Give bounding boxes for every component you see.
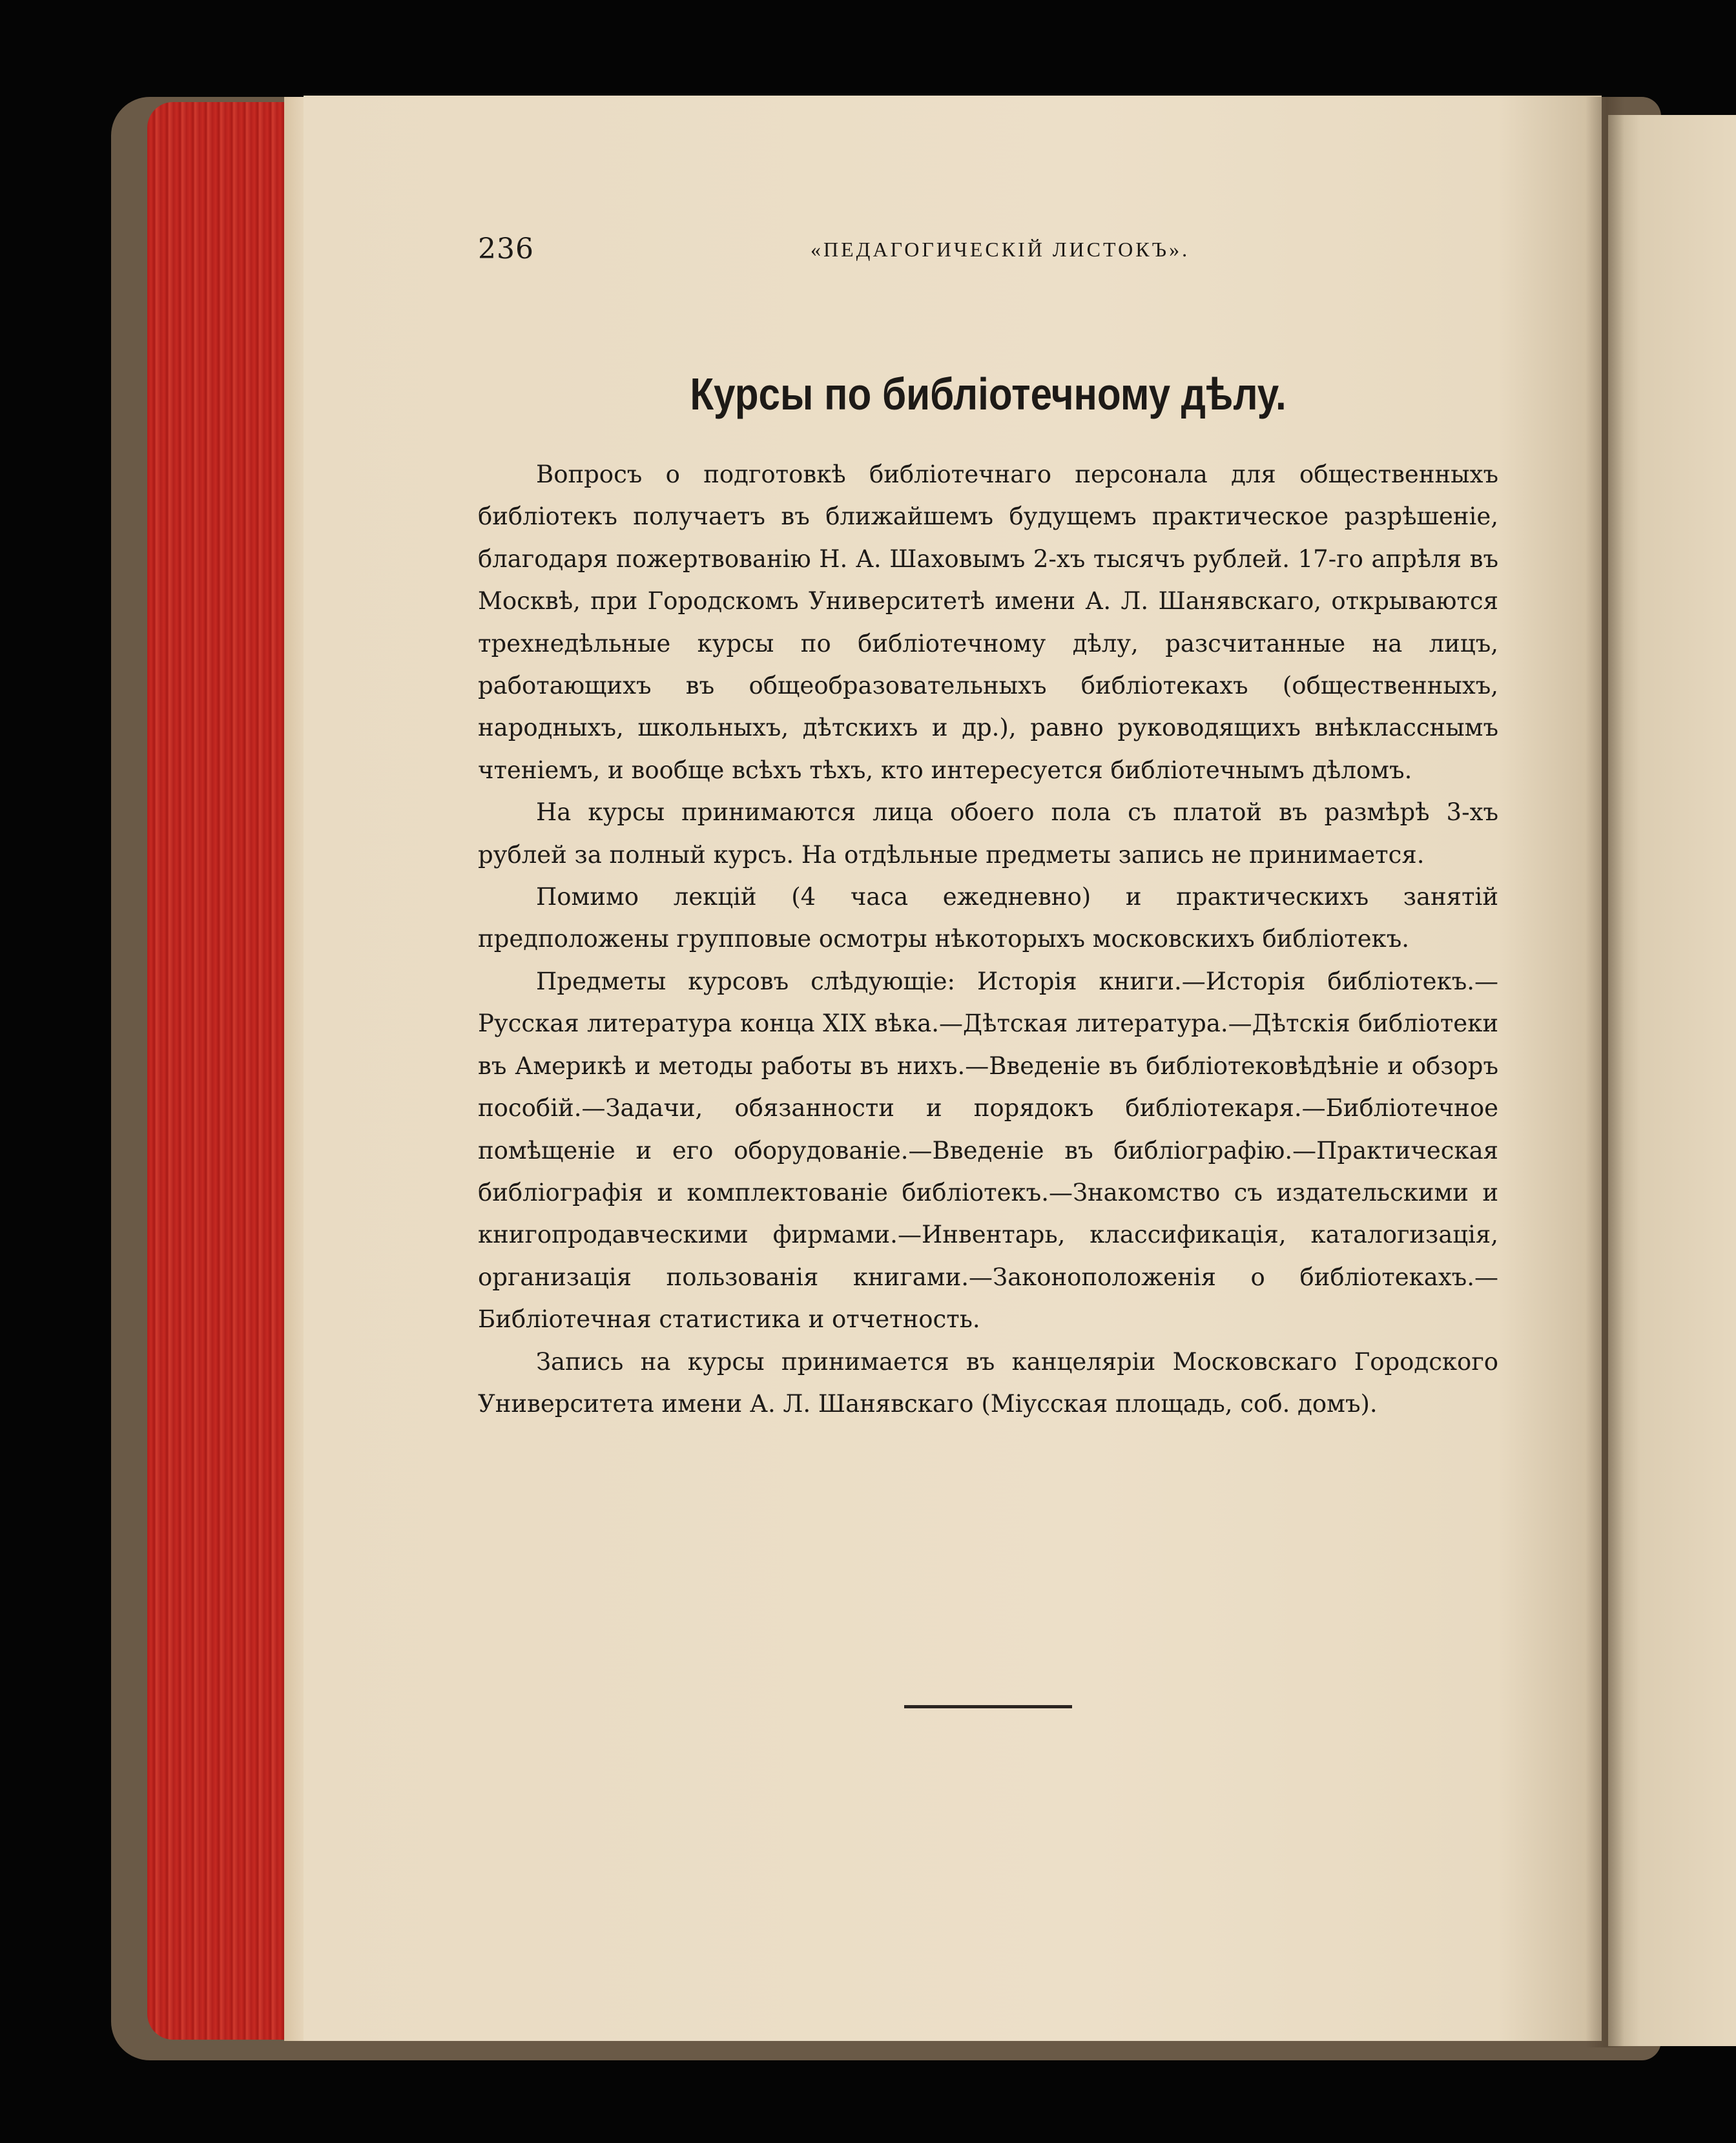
article-body	[478, 453, 1498, 1425]
paragraph: Запись на курсы принимается въ канцелярiи Московскаго Городского Университета имени А. Л. Шанявскаго (Мiусская площадь, соб. домъ).	[478, 1347, 1498, 1418]
article-title: Курсы по библiотечному дѣлу.	[690, 369, 1286, 419]
paragraph: Вопросъ о подготовкѣ библiотечнаго персонала для общественныхъ библiотекъ получаетъ въ ближайшемъ будущемъ практическое разрѣшенiе, благодаря пожертвованiю Н. А. Шаховымъ 2-хъ тысячъ рублей. 17-го апрѣля въ Москвѣ, при Городскомъ Университетѣ имени А. Л. Шанявскаго, открываются трехнедѣльные курсы по библiотечному дѣлу, разсчитанные на лицъ, работающихъ въ общеобразовательныхъ библiотекахъ (общественныхъ, народныхъ, школьныхъ, дѣтскихъ и др.), равно руководящихъ внѣкласснымъ чтенiемъ, и вообще всѣхъ тѣхъ, кто интересуется библiотечнымъ дѣломъ.	[478, 461, 1498, 784]
paragraph: Помимо лекцiй (4 часа ежедневно) и практическихъ занятiй предположены групповые осмотры нѣкоторыхъ московскихъ библiотекъ.	[478, 883, 1498, 953]
facing-page	[1608, 115, 1736, 2046]
section-divider	[904, 1705, 1072, 1708]
journal-title: «ПЕДАГОГИЧЕСКIЙ ЛИСТОКЪ».	[811, 238, 1190, 261]
book-gutter	[1586, 97, 1624, 2047]
page-number: 236	[478, 233, 534, 265]
running-head	[478, 233, 1498, 271]
page-edges	[147, 102, 296, 2040]
page-content	[478, 233, 1498, 1425]
paragraph: На курсы принимаются лица обоего пола съ платой въ размѣрѣ 3-хъ рублей за полный курсъ. На отдѣльные предметы запись не принимается.	[478, 798, 1498, 869]
paragraph: Предметы курсовъ слѣдующiе: Исторiя книги.—Исторiя библiотекъ.—Русская литература конца XIX вѣка.—Дѣтская литература.—Дѣтскiя библiотеки въ Америкѣ и методы работы въ нихъ.—Введенiе въ библiотековѣдѣнiе и обзоръ пособiй.—Задачи, обязанности и порядокъ библiотекаря.—Библiотечное помѣщенiе и его оборудованiе.—Введенiе въ библiографiю.—Практическая библiографiя и комплектованiе библiотекъ.—Знакомство съ издательскими и книгопродавческими фирмами.—Инвентарь, классификацiя, каталогизацiя, организацiя пользованiя книгами.—Законоположенiя о библiотекахъ.—Библiотечная статистика и отчетность.	[478, 967, 1498, 1334]
